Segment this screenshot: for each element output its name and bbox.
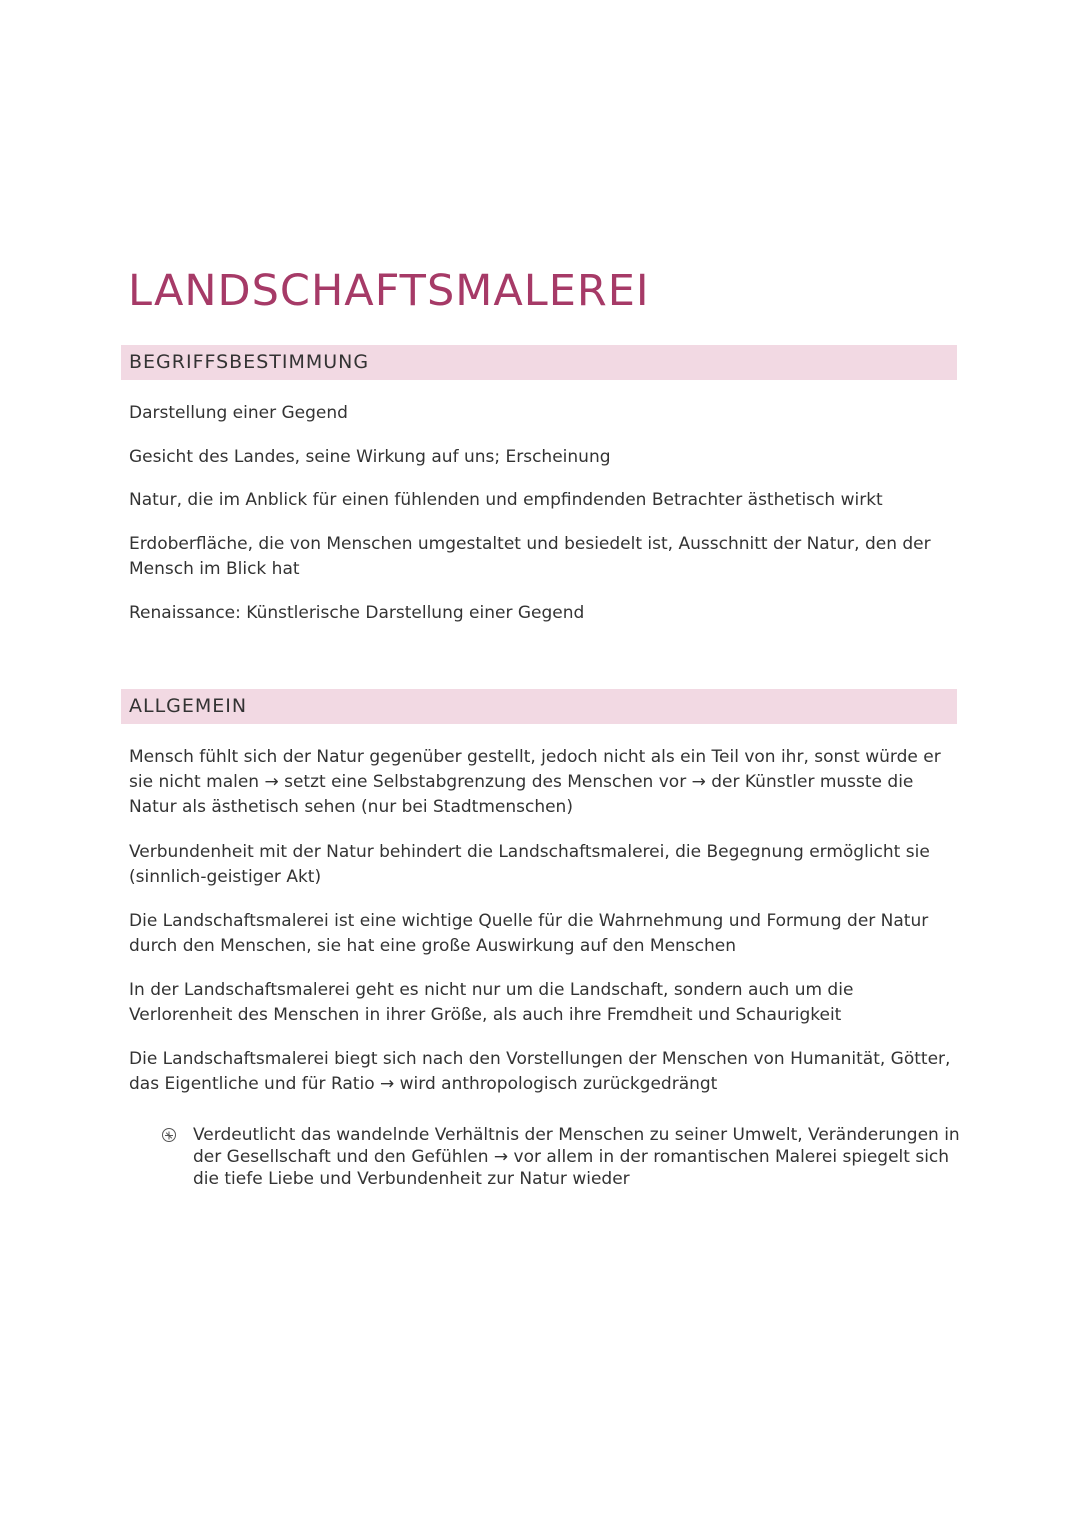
paragraph: Die Landschaftsmalerei ist eine wichtige Quelle für die Wahrnehmung und Formung der Natur durch den Menschen, sie hat eine große Auswirkung auf den Menschen [129, 911, 929, 956]
bullet-text: Verdeutlicht das wandelnde Verhältnis der Menschen zu seiner Umwelt, Veränderungen in der Gesellschaft und den Gefühlen → vor allem in der romantischen Malerei spiegelt sich die tiefe Liebe und Verbundenheit zur Natur wieder [193, 1125, 960, 1189]
paragraph: Natur, die im Anblick für einen fühlenden und empfindenden Betrachter ästhetisch wirkt [129, 490, 883, 510]
section-heading-band [121, 689, 957, 724]
paragraph: Gesicht des Landes, seine Wirkung auf uns; Erscheinung [129, 447, 611, 467]
paragraph: Erdoberfläche, die von Menschen umgestaltet und besiedelt ist, Ausschnitt der Natur, den der Mensch im Blick hat [129, 534, 931, 579]
paragraph: In der Landschaftsmalerei geht es nicht nur um die Landschaft, sondern auch um die Verlorenheit des Menschen in ihrer Größe, als auch ihre Fremdheit und Schaurigkeit [129, 980, 854, 1025]
section-heading-band [121, 345, 957, 380]
paragraph: Darstellung einer Gegend [129, 403, 348, 423]
paragraph: Die Landschaftsmalerei biegt sich nach den Vorstellungen der Menschen von Humanität, Götter, das Eigentliche und für Ratio → wird anthropologisch zurückgedrängt [129, 1049, 951, 1094]
wheel-bullet-icon [162, 1128, 176, 1142]
page-title: LANDSCHAFTSMALEREI [128, 266, 650, 316]
paragraph: Verbundenheit mit der Natur behindert die Landschaftsmalerei, die Begegnung ermöglicht sie (sinnlich-geistiger Akt) [129, 842, 930, 887]
section-heading: BEGRIFFSBESTIMMUNG [129, 351, 370, 373]
paragraph: Mensch fühlt sich der Natur gegenüber gestellt, jedoch nicht als ein Teil von ihr, sonst würde er sie nicht malen → setzt eine Selbstabgrenzung des Menschen vor → der Künstler musste die Natur als ästhetisch sehen (nur bei Stadtmenschen) [129, 747, 941, 817]
paragraph: Renaissance: Künstlerische Darstellung einer Gegend [129, 603, 585, 623]
section-heading: ALLGEMEIN [129, 695, 248, 717]
